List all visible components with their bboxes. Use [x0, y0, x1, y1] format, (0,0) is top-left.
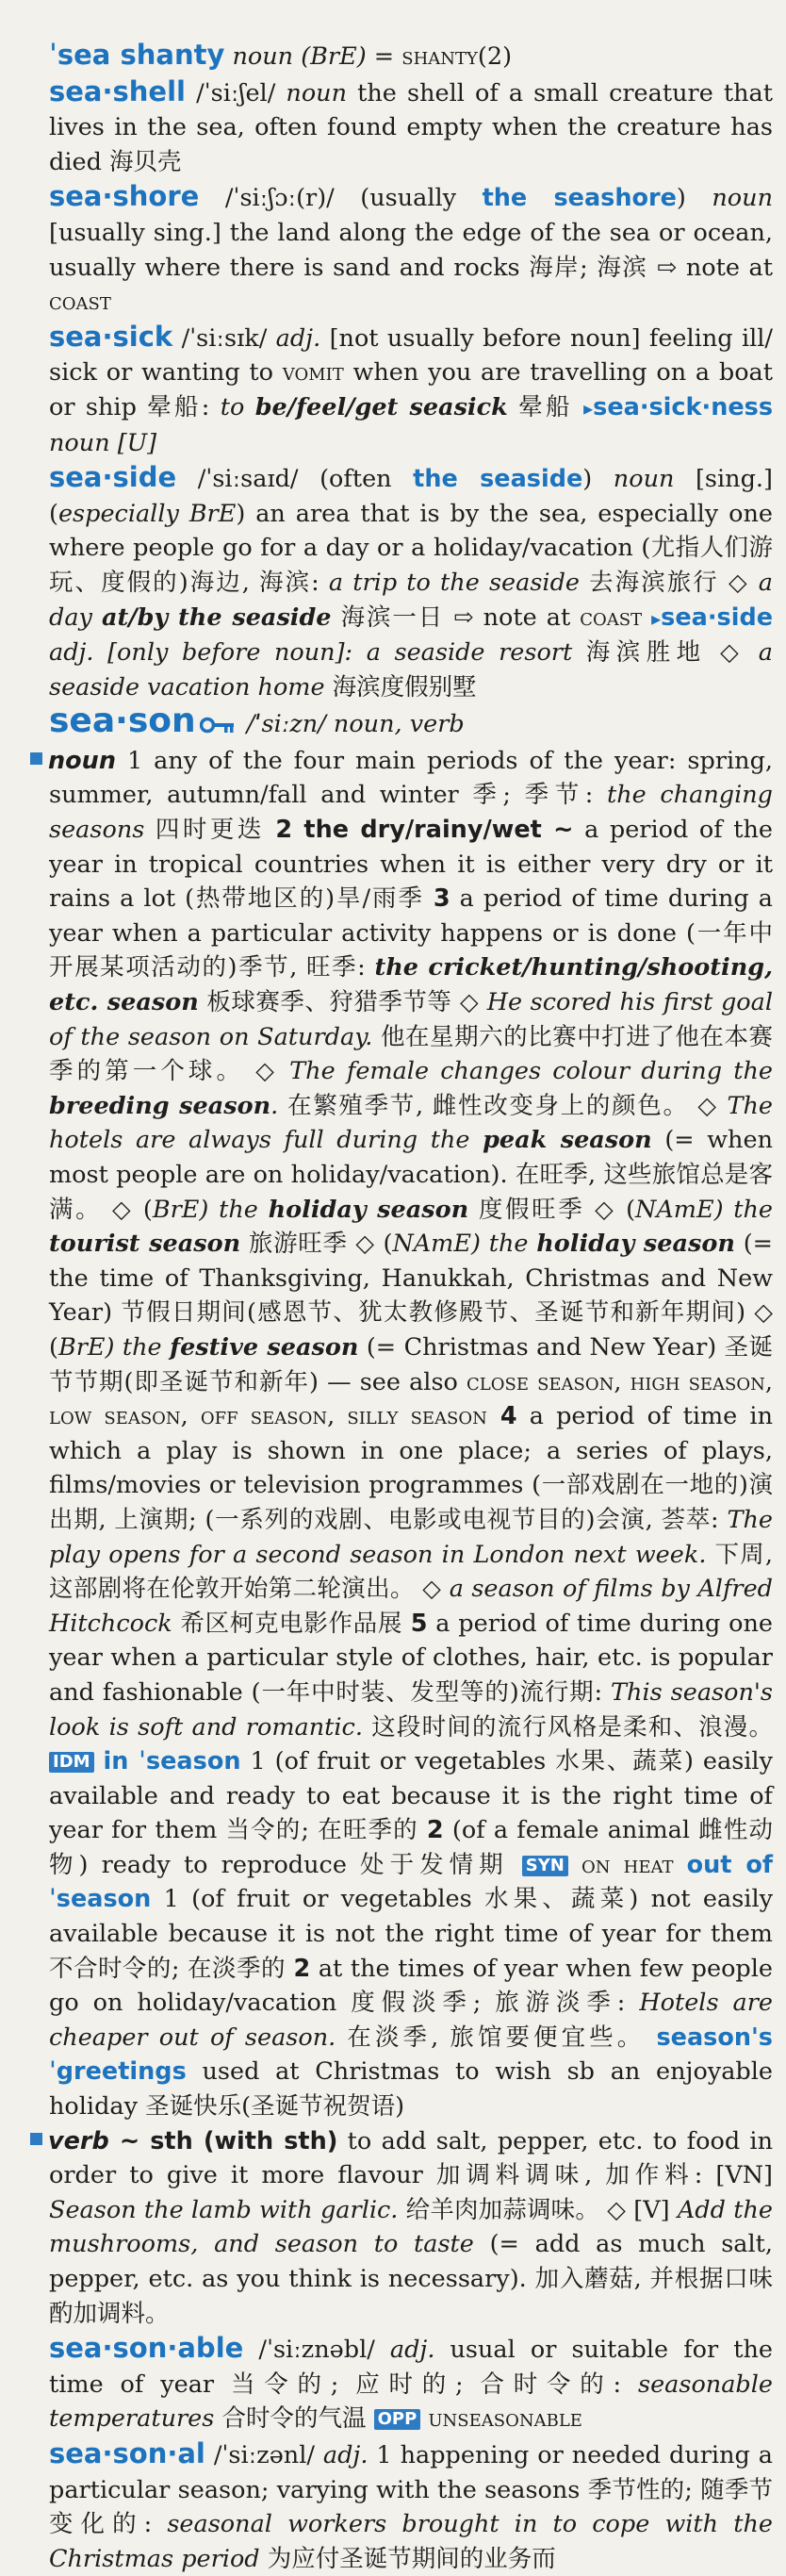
- headword: sea·son: [49, 702, 196, 741]
- translation: 下周, 这部剧将在伦敦开始第二轮演出。 ◇: [49, 1540, 773, 1604]
- translation: 旅游旺季 ◇ (: [240, 1230, 393, 1259]
- translation: 去海滨旅行 ◇: [579, 568, 759, 597]
- translation: 在淡季, 旅馆要便宜些。: [336, 2023, 657, 2052]
- part-of-speech: verb: [48, 2126, 109, 2155]
- translation: 他在星期六的比赛中打进了他在本赛季的第一个球。 ◇: [49, 1022, 773, 1086]
- translation: 为应付圣诞节期间的业务而: [259, 2544, 556, 2573]
- collocation: the cricket/hunting/shooting, etc. season: [49, 953, 773, 1017]
- headword: sea·sick: [49, 320, 173, 353]
- sense-2-label: 2 the dry/rainy/wet ~: [275, 816, 574, 845]
- grammar-label: [sing.] (: [49, 465, 773, 528]
- translation: 四时更迭: [144, 816, 276, 845]
- cross-reference: coast: [580, 603, 643, 632]
- definition-text: the shell of a small creature that lives in the sea, often found empty when the creature has died 海贝壳: [49, 78, 774, 176]
- definition-text: noun (BrE) =: [224, 42, 402, 71]
- definition-text: 1 happening or needed during a particular season; varying with the seasons 季节性的; 随季节变化的:: [49, 2440, 773, 2539]
- translation: 晕船: [507, 392, 584, 421]
- entry-sea-shanty: [49, 38, 773, 74]
- synonym-badge: SYN: [522, 1856, 568, 1876]
- cross-reference: coast: [49, 288, 111, 317]
- translation: 合时令的气温: [214, 2404, 374, 2434]
- idiom-sense: 1 (of fruit or vegetables 水果、蔬菜) not easily available because it is not the right time of year for them 不合时令的; 在淡季的: [49, 1885, 773, 1983]
- register-label: especially BrE: [57, 499, 237, 528]
- collocation: be/feel/get seasick: [254, 392, 508, 421]
- form-note: the seaside: [413, 465, 583, 494]
- verb-pattern: ~ sth (with sth): [108, 2126, 338, 2155]
- part-of-speech: adj.: [322, 2440, 368, 2469]
- part-of-speech: adj.: [389, 2336, 435, 2365]
- square-bullet-icon: [30, 2133, 42, 2145]
- headword: sea·son·able: [49, 2332, 244, 2365]
- collocation: breeding season: [49, 1091, 271, 1120]
- triangle-arrow-icon: ▸: [583, 396, 594, 420]
- example-text: The hotels are always full during the: [49, 1091, 774, 1155]
- punctuation: .: [270, 1091, 279, 1120]
- definition-text: [not usually before noun] feeling ill/ sick or wanting to: [49, 323, 773, 388]
- gloss: (= when most people are on holiday/vacation). 在旺季, 这些旅馆总是客满。 ◇ (: [49, 1126, 773, 1224]
- collocation: festive season: [170, 1332, 359, 1362]
- example-text: The play opens for a second season in London next week.: [49, 1505, 773, 1569]
- derivative-headword: sea·side: [661, 603, 774, 632]
- translation: 希区柯克电影作品展: [172, 1609, 411, 1638]
- definition-text: when you are travelling on a boat or ship 晕船:: [49, 358, 773, 421]
- part-of-speech: adj. [only before noun]:: [49, 638, 367, 668]
- collocation: holiday season: [268, 1195, 469, 1224]
- punctuation: ): [676, 184, 712, 213]
- entry-season: [49, 704, 773, 2331]
- headword: sea·son·al: [49, 2436, 205, 2469]
- pronunciation: /ˈsiːzn/ noun, verb: [238, 710, 465, 739]
- see-also-list: close season, high season, low season, off season, silly season: [49, 1367, 774, 1431]
- pronunciation: /ˈsiːsɪk/: [172, 323, 276, 353]
- example-text: a trip to the seaside: [328, 568, 580, 597]
- triangle-arrow-icon: ▸: [651, 606, 662, 630]
- example-text: Hotels are cheaper out of season.: [49, 1989, 774, 2052]
- idiom-seasons-greetings: season's ˈgreetings: [49, 2023, 773, 2087]
- example-text: ) the: [105, 1332, 171, 1362]
- translation: 度假旺季 ◇ (: [468, 1195, 636, 1224]
- example-text: He scored his first goal of the season on Saturday.: [49, 988, 773, 1051]
- cross-reference: vomit: [282, 358, 344, 388]
- part-of-speech: noun: [286, 78, 348, 107]
- sense-number: 4: [486, 1402, 517, 1431]
- idiom-sense: (of a female animal 雌性动物) ready to reproduce 处于发情期: [49, 1816, 773, 1879]
- entry-seasonable: [49, 2331, 773, 2436]
- collocation: peak season: [483, 1126, 652, 1155]
- register-label: BrE: [152, 1195, 200, 1224]
- sense-number: 5: [410, 1609, 428, 1638]
- definition-text: ) an area that is by the sea, especially one where people go for a day or a holiday/vacation (尤指人们游玩、度假的)海边, 海滨:: [49, 499, 773, 597]
- part-of-speech: noun [U]: [49, 428, 157, 457]
- register-label: BrE: [57, 1332, 106, 1362]
- idiom-badge: IDM: [49, 1752, 94, 1773]
- entry-seasonal: [49, 2436, 773, 2576]
- sense-number: 2: [426, 1816, 444, 1845]
- headword: ˈsea shanty: [49, 39, 225, 71]
- pronunciation: /ˈsiːzənl/: [205, 2440, 323, 2469]
- translation: 这段时间的流行风格是柔和、浪漫。: [362, 1712, 773, 1742]
- sense-number: 2: [293, 1954, 311, 1983]
- opposite-badge: OPP: [374, 2409, 421, 2430]
- cross-reference: shanty(2): [401, 42, 513, 71]
- example-text: ) the: [713, 1195, 773, 1224]
- translation: 海滨一日 ⇨ note at: [331, 603, 581, 632]
- gloss: (= the time of Thanksgiving, Hanukkah, Christmas and New Year) 节假日期间(感恩节、犹太教修殿节、圣诞节和新年期间) ◇ (: [49, 1230, 774, 1362]
- idiom-sense: 1 (of fruit or vegetables 水果、蔬菜) easily available and ready to eat because it is the right time of year for them 当令的; 在旺季的: [49, 1747, 773, 1845]
- collocation: holiday season: [536, 1230, 735, 1259]
- example-text: a day: [49, 568, 773, 632]
- collocation: at/by the seaside: [101, 603, 332, 632]
- example-text: a season of films by Alfred Hitchcock: [49, 1575, 773, 1638]
- example-text: Season the lamb with garlic.: [49, 2195, 399, 2224]
- example-text: The female changes colour during the: [289, 1057, 773, 1086]
- gloss: (= Christmas and New Year) 圣诞节节期(即圣诞节和新年) — see also: [49, 1332, 773, 1396]
- headword: sea·shell: [49, 74, 186, 107]
- headword: sea·side: [49, 461, 177, 494]
- definition-text: [usually sing.] the land along the edge of the sea or ocean, usually where there is sand and rocks 海岸; 海滨 ⇨ note at: [49, 218, 773, 282]
- example-text: Add the mushrooms, and season to taste: [49, 2195, 773, 2259]
- example-text: seasonal workers brought in to cope with the Christmas period: [49, 2510, 773, 2573]
- sense-5: a period of time during one year when a particular style of clothes, hair, etc. is popular and fashionable (一年中时装、发型等的)流行期:: [49, 1609, 773, 1707]
- part-of-speech: noun: [613, 465, 675, 494]
- idiom-in-season: in ˈseason: [103, 1747, 241, 1776]
- headword: sea·shore: [49, 180, 200, 213]
- example-text: the changing seasons: [49, 781, 773, 845]
- form-note: the seashore: [482, 184, 677, 213]
- part-of-speech: noun: [712, 184, 773, 213]
- idiom-out-of-season: out of ˈseason: [49, 1850, 773, 1914]
- example-text: This season's look is soft and romantic.: [49, 1677, 773, 1742]
- register-label: NAmE: [635, 1195, 714, 1224]
- pronunciation: /ˈsiːznəbl/: [243, 2336, 390, 2365]
- entry-seasick: [49, 320, 773, 460]
- example-text: to: [220, 392, 255, 421]
- key-icon: [200, 709, 236, 744]
- square-bullet-icon: [30, 752, 42, 765]
- register-label: NAmE: [392, 1230, 471, 1259]
- translation: 给羊肉加蒜调味。 ◇ [V]: [398, 2195, 678, 2224]
- sense-4: a period of time in which a play is shown in one place; a series of plays, films/movies or television programmes (一部戏剧在一地的)演出期, 上演期; (一系列的戏剧、电影或电视节目的)会演, 荟萃:: [49, 1402, 773, 1534]
- entry-seaside: [49, 460, 773, 704]
- translation: 海滨度假别墅: [324, 672, 477, 702]
- pronunciation: /ˈsiːʃel/: [185, 78, 287, 107]
- part-of-speech: adj.: [275, 323, 321, 353]
- example-text: a seaside vacation home: [49, 638, 773, 702]
- idiom-sense: at the times of year when few people go on holiday/vacation 度假淡季; 旅游淡季:: [49, 1954, 774, 2018]
- pronunciation: /ˈsiːʃɔː(r)/ (usually: [199, 184, 483, 213]
- part-of-speech: noun: [48, 746, 116, 775]
- translation: 海滨胜地 ◇: [572, 638, 759, 668]
- entry-seashore: [49, 179, 773, 319]
- sense-3: a period of time during a year when a particular activity happens or is done (一年中开展某项活动的)季节, 旺季:: [49, 884, 773, 983]
- pronunciation: /ˈsiːsaɪd/ (often: [176, 465, 414, 494]
- opposite-word: unseasonable: [420, 2404, 582, 2434]
- example-text: a seaside resort: [366, 638, 573, 668]
- example-text: ) the: [470, 1230, 537, 1259]
- idiom-sense: used at Christmas to wish sb an enjoyable holiday 圣诞快乐(圣诞节祝贺语): [49, 2057, 773, 2122]
- example-text: ) the: [199, 1195, 269, 1224]
- gloss: (= add as much salt, pepper, etc. as you think is necessary). 加入蘑菇, 并根据口味酌加调料。: [49, 2230, 773, 2328]
- sense-1: 1 any of the four main periods of the year: spring, summer, autumn/fall and winter 季; 季节:: [49, 746, 773, 810]
- entry-seashell: [49, 74, 773, 180]
- collocation: tourist season: [49, 1230, 241, 1259]
- derivative-headword: sea·sick·ness: [593, 392, 773, 421]
- sense-number: 3: [433, 884, 450, 914]
- definition-text: usual or suitable for the time of year 当令的; 应时的; 合时令的:: [49, 2336, 773, 2399]
- punctuation: ): [582, 465, 614, 494]
- example-text: seasonable temperatures: [49, 2370, 773, 2434]
- verb-sense: to add salt, pepper, etc. to food in order to give it more flavour 加调料调味, 加作料: [VN]: [49, 2126, 774, 2190]
- sense-2: a period of the year in tropical countries when it is either very dry or it rains a lot (热带地区的)旱/雨季: [49, 816, 773, 914]
- translation: 在繁殖季节, 雌性改变身上的颜色。 ◇: [278, 1091, 728, 1120]
- translation: 板球赛季、狩猎季节等 ◇: [198, 988, 487, 1017]
- synonym: on heat: [567, 1850, 674, 1879]
